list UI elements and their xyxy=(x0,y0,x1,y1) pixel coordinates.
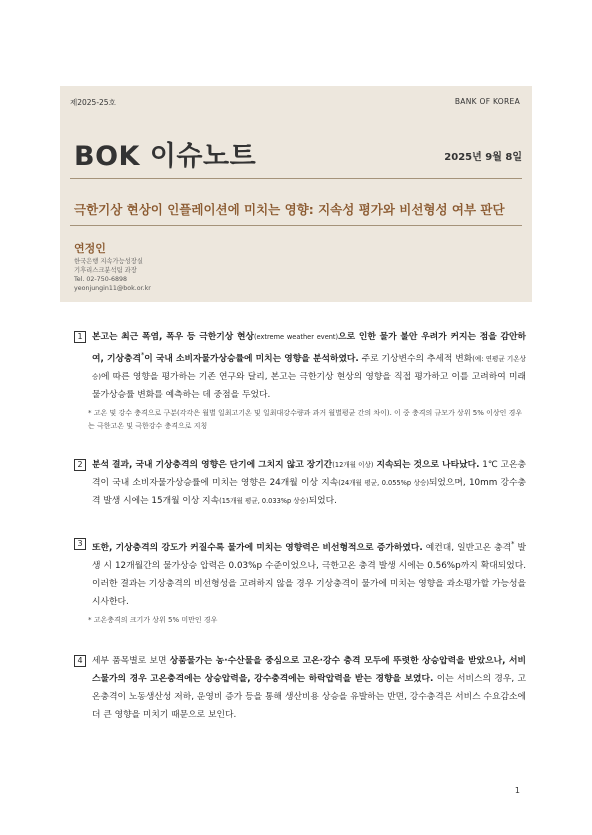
report-subtitle: 극한기상 현상이 인플레이션에 미치는 영향: 지속성 평가와 비선형성 여부 판단 xyxy=(74,202,505,217)
author-info xyxy=(74,257,151,293)
author-email[interactable]: yeonjungin11@bok.or.kr xyxy=(74,285,151,292)
section-footnote: * 고온충격의 크기가 상위 5% 미만인 경우 xyxy=(88,615,218,624)
section-3 xyxy=(74,535,526,627)
section-number-box: 3 xyxy=(74,538,86,550)
subtitle-divider xyxy=(70,225,522,226)
issue-number: 제2025-25호 xyxy=(70,98,116,107)
section-4 xyxy=(74,652,526,724)
title-divider xyxy=(70,178,522,179)
section-number-box: 4 xyxy=(74,655,86,667)
publish-date: 2025년 9월 8일 xyxy=(444,152,522,163)
author-team: 기후리스크분석팀 과장 xyxy=(74,267,137,274)
section-1 xyxy=(74,328,526,433)
author-department: 한국은행 지속가능성장실 xyxy=(74,258,143,265)
bank-name: BANK OF KOREA xyxy=(454,97,520,106)
section-number-box: 2 xyxy=(74,459,86,471)
section-body: 본고는 최근 폭염, 폭우 등 극한기상 현상(extreme weather event)으로 인한 물가 불안 우려가 커지는 점을 감안하여, 기상충격*이 국내 소비자물가상승률에 미치는 영향을 분석하였다. 주로 기상변수의 추세적 변화(예: 연평균 기온상승)에 따른 영향을 평가하는 기존 연구와 달리, 본고는 극한기상 현상의 영향을 직접 평가하고 이를 고려하여 미래 물가상승률 변화를 예측하는 데 중점을 두었다. xyxy=(92,332,527,400)
section-number-box: 1 xyxy=(74,331,86,343)
author-tel: Tel. 02-750-6898 xyxy=(74,276,128,283)
section-2 xyxy=(74,456,526,510)
report-title: BOK 이슈노트 xyxy=(74,141,257,172)
section-footnote: * 고온 및 강수 충격으로 구분(각각은 월별 일최고기온 및 일최대강수량과 과거 월별평균 간의 차이). 이 중 충격의 규모가 상위 5% 이상인 경우는 극한고온 및 극한강수 충격으로 지칭 xyxy=(88,408,523,430)
section-body: 분석 결과, 국내 기상충격의 영향은 단기에 그치지 않고 장기간(12개월 이상) 지속되는 것으로 나타났다. 1℃ 고온충격이 국내 소비자물가상승률에 미치는 영향은 24개월 이상 지속(24개월 평균, 0.055%p 상승)되었으며, 10mm 강수충격 발생 시에는 15개월 이상 지속(15개월 평균, 0.033%p 상승)되었다. xyxy=(92,460,527,506)
section-body: 세부 품목별로 보면 상품물가는 농·수산물을 중심으로 고온·강수 충격 모두에 뚜렷한 상승압력을 받았으나, 서비스물가의 경우 고온충격에는 상승압력을, 강수충격에는 하락압력을 받는 경향을 보였다. 이는 서비스의 경우, 고온충격이 노동생산성 저하, 운영비 증가 등을 통해 생산비용 상승을 유발하는 반면, 강수충격은 서비스 수요감소에 더 큰 영향을 미치기 때문으로 보인다. xyxy=(92,656,526,720)
author-name: 연정인 xyxy=(74,242,106,255)
page-number: 1 xyxy=(514,786,520,795)
section-body: 또한, 기상충격의 강도가 커질수록 물가에 미치는 영향력은 비선형적으로 증가하였다. 예컨대, 일반고온 충격* 발생 시 12개월간의 물가상승 압력은 0.03%p 수준이었으나, 극한고온 충격 발생 시에는 0.56%p까지 확대되었다. 이러한 결과는 기상충격의 비선형성을 고려하지 않을 경우 기상충격이 물가에 미치는 영향을 과소평가할 가능성을 시사한다. xyxy=(92,540,527,607)
